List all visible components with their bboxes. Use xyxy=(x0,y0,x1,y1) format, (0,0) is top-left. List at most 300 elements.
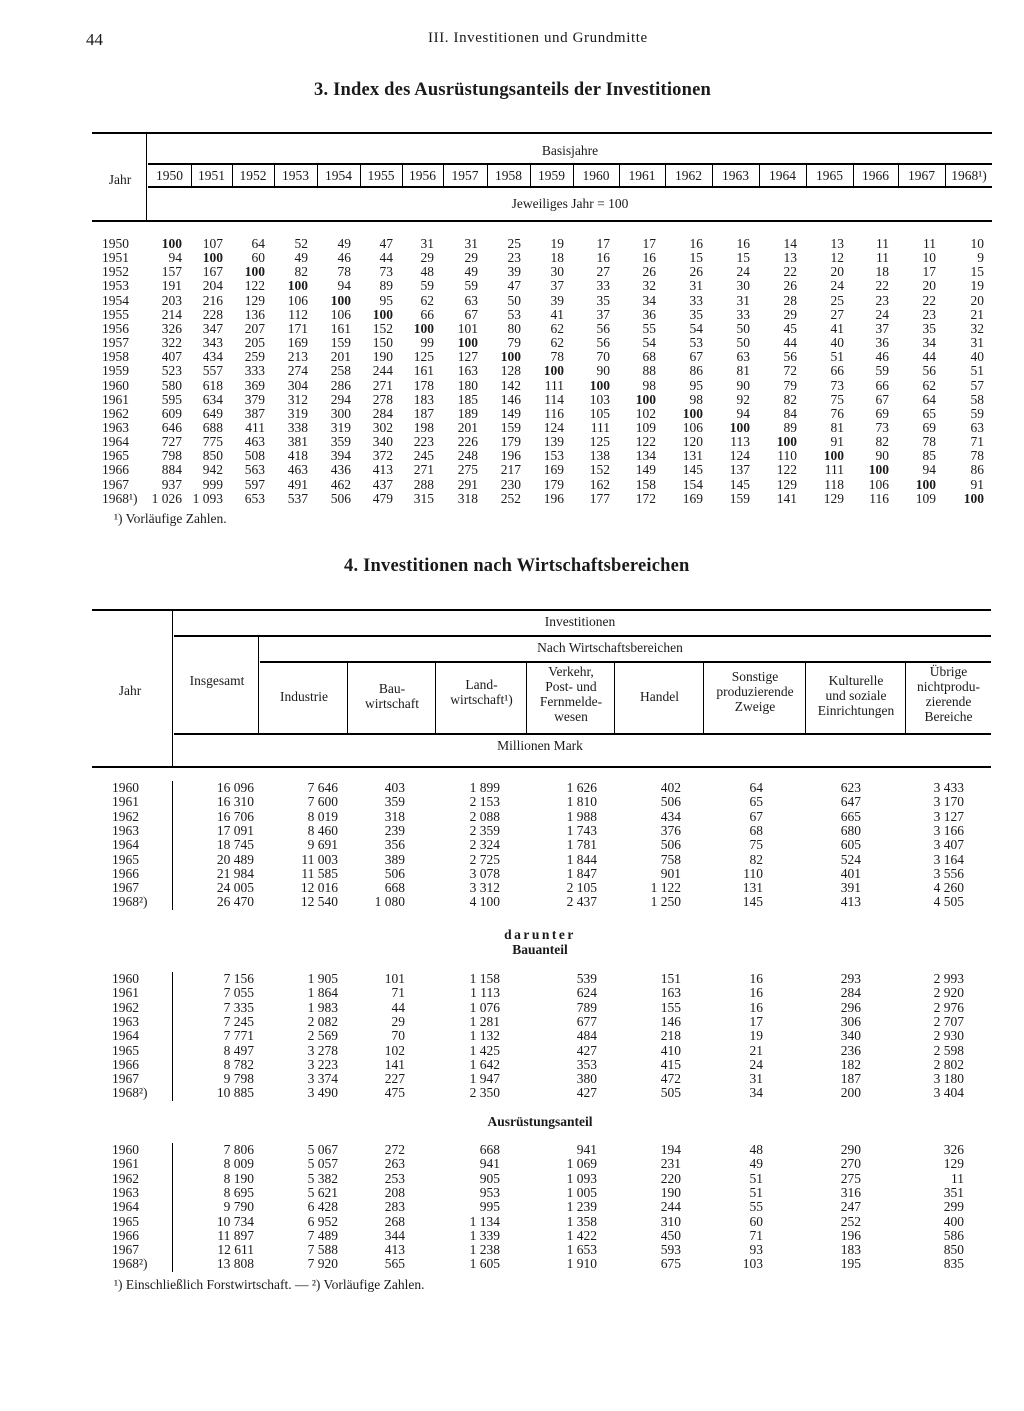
table2-cell: 21 984 xyxy=(216,865,254,881)
table2-cell: 484 xyxy=(576,1028,597,1044)
table2-cell: 1 983 xyxy=(307,999,338,1015)
table1-cell: 66 xyxy=(830,363,844,379)
table1-cell: 92 xyxy=(736,391,750,407)
table2-col-header: Insgesamt xyxy=(189,673,245,688)
table2-block-stub xyxy=(172,1143,173,1272)
table2-cell: 103 xyxy=(742,1256,763,1272)
table1-cell: 100 xyxy=(244,264,265,280)
table1-cell: 39 xyxy=(550,292,564,308)
table1-cell: 90 xyxy=(875,448,889,464)
table1-cell: 141 xyxy=(776,490,797,506)
table1-cell: 56 xyxy=(596,335,610,351)
table1-sub-label: Jeweiliges Jahr = 100 xyxy=(511,196,629,211)
table1-cell: 17 xyxy=(596,236,610,251)
table2-cell: 75 xyxy=(749,837,763,853)
table1-cell: 179 xyxy=(543,476,564,492)
table2-cell: 1 905 xyxy=(307,971,338,986)
table2-cell: 196 xyxy=(840,1227,861,1243)
table1-cell: 18 xyxy=(550,250,564,266)
table2-cell: 20 489 xyxy=(216,851,254,867)
table2-cell: 7 600 xyxy=(307,794,338,810)
table2-cell: 11 xyxy=(951,1170,964,1186)
table2-title: 4. Investitionen nach Wirtschaftsbereichen xyxy=(344,556,690,576)
table1-cell: 379 xyxy=(244,391,265,407)
table2-cell: 31 xyxy=(749,1071,763,1087)
table2-cell: 220 xyxy=(660,1170,681,1186)
table1-cell: 315 xyxy=(413,490,434,506)
table1-cell: 127 xyxy=(457,349,478,365)
table1-cell: 775 xyxy=(202,434,223,450)
table2-cell: 7 335 xyxy=(223,999,254,1015)
table1-cell: 100 xyxy=(729,419,750,435)
table1-cell: 259 xyxy=(244,349,265,365)
table1-cell: 226 xyxy=(457,434,478,450)
table1-cell: 29 xyxy=(464,250,478,266)
table1-cell: 45 xyxy=(783,320,797,336)
table2-cell: 995 xyxy=(479,1199,500,1215)
table1-cell: 557 xyxy=(202,363,223,379)
page-number: 44 xyxy=(86,30,103,49)
table1-cell: 24 xyxy=(830,278,844,294)
table2-row-year: 1967 xyxy=(112,1071,139,1087)
table1-row-year: 1952 xyxy=(102,264,129,280)
table2-cell: 403 xyxy=(384,780,405,795)
table1-cell: 35 xyxy=(596,292,610,308)
table1-cell: 53 xyxy=(689,335,703,351)
table1-cell: 214 xyxy=(161,306,182,322)
table2-row-year: 1961 xyxy=(112,794,139,810)
table1-cell: 51 xyxy=(830,349,844,365)
table2-cell: 284 xyxy=(840,985,861,1001)
table2-cell: 1 847 xyxy=(566,865,597,881)
table2-cell: 7 156 xyxy=(223,971,254,986)
table1-cell: 113 xyxy=(730,434,750,450)
table2-cell: 2 725 xyxy=(469,851,500,867)
table1-cell: 29 xyxy=(420,250,434,266)
table1-cell: 109 xyxy=(915,490,936,506)
table1-cell: 23 xyxy=(922,306,936,322)
table1-cell: 111 xyxy=(824,462,844,478)
table2-row-year: 1965 xyxy=(112,851,139,867)
table1-cell: 207 xyxy=(244,320,265,336)
table2-cell: 427 xyxy=(576,1085,597,1101)
table2-cell: 677 xyxy=(576,1013,597,1029)
table1-cell: 437 xyxy=(372,476,393,492)
table1-cell: 333 xyxy=(244,363,265,379)
table1-cell: 145 xyxy=(729,476,750,492)
table1-cell: 82 xyxy=(783,391,797,407)
table1-cell: 159 xyxy=(330,335,351,351)
table2-cell: 2 105 xyxy=(566,880,597,896)
table1-cell: 55 xyxy=(642,320,656,336)
table1-cell: 100 xyxy=(635,391,656,407)
table1-cell: 26 xyxy=(689,264,703,280)
table2-invest-label: Investitionen xyxy=(544,614,616,629)
table1-cell: 387 xyxy=(244,405,265,421)
table1-cell: 71 xyxy=(970,434,984,450)
table1-cell: 274 xyxy=(287,363,308,379)
table2-cell: 10 734 xyxy=(216,1213,254,1229)
table2-cell: 5 057 xyxy=(307,1156,338,1172)
table1-cell: 98 xyxy=(689,391,703,407)
table1-cell: 124 xyxy=(729,448,750,464)
table1-cell: 64 xyxy=(251,236,265,251)
table1-cell: 27 xyxy=(596,264,610,280)
table1-cell: 139 xyxy=(543,434,564,450)
table1-cell: 31 xyxy=(970,335,984,351)
table1-cell: 15 xyxy=(689,250,703,266)
table2-cell: 16 xyxy=(749,971,763,986)
table1-base-year: 1950 xyxy=(156,168,183,183)
table2-cell: 68 xyxy=(749,822,763,838)
table2-cell: 3 170 xyxy=(933,794,964,810)
table2-cell: 1 864 xyxy=(307,985,338,1001)
table2-cell: 110 xyxy=(743,865,763,881)
table1-cell: 20 xyxy=(970,292,984,308)
table1-cell: 187 xyxy=(413,405,434,421)
table1-cell: 94 xyxy=(168,250,182,266)
table2-col-header: Industrie xyxy=(280,689,328,704)
table2-cell: 195 xyxy=(840,1256,861,1272)
table1-cell: 106 xyxy=(868,476,889,492)
table1-cell: 340 xyxy=(372,434,393,450)
table2-cell: 1 239 xyxy=(566,1199,597,1215)
table1-cell: 129 xyxy=(776,476,797,492)
table1-cell: 291 xyxy=(457,476,478,492)
table2-cell: 8 190 xyxy=(223,1170,254,1186)
table1-cell: 51 xyxy=(970,363,984,379)
table2-col-header: Kulturelle und soziale Einrichtungen xyxy=(817,673,895,718)
table2-row-year: 1968²) xyxy=(112,894,148,910)
table1-base-year: 1951 xyxy=(198,168,225,183)
table2-rule-invest xyxy=(174,635,991,637)
table2-cell: 1 113 xyxy=(470,985,500,1001)
table2-row-year: 1965 xyxy=(112,1213,139,1229)
table1-cell: 100 xyxy=(457,335,478,351)
table1-base-year: 1952 xyxy=(239,168,267,183)
table1-cell: 84 xyxy=(783,405,797,421)
table1-cell: 109 xyxy=(635,419,656,435)
table2-cell: 401 xyxy=(840,865,861,881)
table2-cell: 2 350 xyxy=(469,1085,500,1101)
table1-cell: 169 xyxy=(543,462,564,478)
table1-cell: 252 xyxy=(500,490,521,506)
table2-cell: 1 069 xyxy=(566,1156,597,1172)
table1-cell: 48 xyxy=(420,264,434,280)
table2-cell: 155 xyxy=(660,999,681,1015)
table1-cell: 12 xyxy=(830,250,844,266)
table2-cell: 2 088 xyxy=(469,808,500,824)
table1-cell: 100 xyxy=(589,377,610,393)
table1-cell: 134 xyxy=(635,448,656,464)
table2-cell: 7 245 xyxy=(223,1013,254,1029)
table2-row-year: 1966 xyxy=(112,865,139,881)
table2-cell: 434 xyxy=(660,808,681,824)
table2-cell: 5 382 xyxy=(307,1170,338,1186)
table1-cell: 161 xyxy=(413,363,434,379)
table2-cell: 16 310 xyxy=(216,794,254,810)
table1-cell: 78 xyxy=(337,264,351,280)
table2-cell: 131 xyxy=(742,880,763,896)
table2-row-year: 1967 xyxy=(112,1242,139,1258)
table2-cell: 413 xyxy=(840,894,861,910)
table2-cell: 1 281 xyxy=(469,1013,500,1029)
table1-cell: 158 xyxy=(635,476,656,492)
table2-cell: 1 422 xyxy=(566,1227,597,1243)
table1-cell: 95 xyxy=(689,377,703,393)
table2-cell: 10 885 xyxy=(216,1085,254,1101)
table1-cell: 884 xyxy=(161,462,182,478)
table2-cell: 70 xyxy=(391,1028,405,1044)
table2-block-stub xyxy=(172,972,173,1101)
table2-cell: 1 358 xyxy=(566,1213,597,1229)
table2-cell: 2 324 xyxy=(469,837,500,853)
table2-cell: 296 xyxy=(840,999,861,1015)
table1-cell: 10 xyxy=(970,236,984,251)
table2-cell: 665 xyxy=(840,808,861,824)
table1-cell: 326 xyxy=(161,320,182,336)
table1-cell: 114 xyxy=(544,391,564,407)
table2-row-year: 1967 xyxy=(112,880,139,896)
table1-cell: 381 xyxy=(287,434,308,450)
table1-cell: 217 xyxy=(500,462,521,478)
table1-cell: 649 xyxy=(202,405,223,421)
table2-cell: 146 xyxy=(660,1013,681,1029)
table2-cell: 11 897 xyxy=(217,1227,254,1243)
table2-cell: 310 xyxy=(660,1213,681,1229)
table2-cell: 3 433 xyxy=(933,780,964,795)
table2-cell: 283 xyxy=(384,1199,405,1215)
table2-cell: 505 xyxy=(660,1085,681,1101)
table1-cell: 56 xyxy=(783,349,797,365)
table1-base-year: 1957 xyxy=(451,168,479,183)
table2-cell: 4 100 xyxy=(469,894,500,910)
table2-cell: 4 505 xyxy=(933,894,964,910)
table1-cell: 70 xyxy=(596,349,610,365)
table1-cell: 10 xyxy=(922,250,936,266)
table2-row-year: 1961 xyxy=(112,1156,139,1172)
table2-cell: 2 993 xyxy=(933,971,964,986)
table2-cell: 389 xyxy=(384,851,405,867)
table1-cell: 159 xyxy=(500,419,521,435)
table2-cell: 244 xyxy=(660,1199,681,1215)
table2-cell: 835 xyxy=(943,1256,964,1272)
table2-cell: 1 122 xyxy=(650,880,681,896)
table1-cell: 23 xyxy=(875,292,889,308)
table2-cell: 8 460 xyxy=(307,822,338,838)
table1-base-year: 1962 xyxy=(675,168,702,183)
table1-row-year: 1958 xyxy=(102,349,129,365)
table2-cell: 413 xyxy=(384,1242,405,1258)
table1-cell: 72 xyxy=(783,363,797,379)
table1-cell: 29 xyxy=(783,306,797,322)
table2-cell: 11 003 xyxy=(301,851,338,867)
table2-cell: 668 xyxy=(384,880,405,896)
table1-cell: 205 xyxy=(244,335,265,351)
table1-cell: 244 xyxy=(372,363,393,379)
table2-cell: 183 xyxy=(840,1242,861,1258)
table2-cell: 16 706 xyxy=(216,808,254,824)
table2-cell: 252 xyxy=(840,1213,861,1229)
table1-cell: 14 xyxy=(783,236,797,251)
table2-cell: 151 xyxy=(660,971,681,986)
table1-cell: 49 xyxy=(294,250,308,266)
table1-cell: 19 xyxy=(550,236,564,251)
table1-cell: 100 xyxy=(868,462,889,478)
table2-cell: 901 xyxy=(660,865,681,881)
table1-cell: 159 xyxy=(729,490,750,506)
table1-cell: 94 xyxy=(736,405,750,421)
table2-rule-cols xyxy=(174,733,991,735)
table1-cell: 23 xyxy=(507,250,521,266)
table2-cell: 1 238 xyxy=(469,1242,500,1258)
table1-cell: 49 xyxy=(337,236,351,251)
table1-cell: 100 xyxy=(161,236,182,251)
table1-cell: 271 xyxy=(413,462,434,478)
table2-cell: 475 xyxy=(384,1085,405,1101)
table1-cell: 37 xyxy=(596,306,610,322)
table2-row-year: 1968²) xyxy=(112,1085,148,1101)
table1-cell: 62 xyxy=(922,377,936,393)
table1-cell: 100 xyxy=(500,349,521,365)
table2-cell: 12 611 xyxy=(217,1242,254,1258)
table1-cell: 319 xyxy=(287,405,308,421)
table1-cell: 59 xyxy=(420,278,434,294)
table1-cell: 462 xyxy=(330,476,351,492)
table1-cell: 100 xyxy=(963,490,984,506)
table1-cell: 537 xyxy=(287,490,308,506)
table1-cell: 201 xyxy=(330,349,351,365)
table1-cell: 91 xyxy=(970,476,984,492)
table1-cell: 49 xyxy=(464,264,478,280)
table2-cell: 1 076 xyxy=(469,999,500,1015)
table2-cell: 3 180 xyxy=(933,1071,964,1087)
table2-cell: 2 082 xyxy=(307,1013,338,1029)
table2-col-header: Verkehr, Post- und Fernmelde- wesen xyxy=(539,664,603,724)
table1-cell: 20 xyxy=(830,264,844,280)
table1-cell: 62 xyxy=(420,292,434,308)
table1-base-year: 1963 xyxy=(722,168,749,183)
table1-row-year: 1963 xyxy=(102,419,129,435)
table1-cell: 94 xyxy=(337,278,351,294)
table2-cell: 16 xyxy=(749,985,763,1001)
table1-cell: 88 xyxy=(642,363,656,379)
table1-row-year: 1967 xyxy=(102,476,129,492)
table1-cell: 106 xyxy=(330,306,351,322)
table1-cell: 85 xyxy=(922,448,936,464)
table1-cell: 177 xyxy=(589,490,610,506)
table1-cell: 223 xyxy=(413,434,434,450)
table2-cell: 3 312 xyxy=(469,880,500,896)
table1-cell: 191 xyxy=(161,278,182,294)
table1-cell: 73 xyxy=(875,419,889,435)
table2-cell: 16 096 xyxy=(216,780,254,795)
table2-cell: 1 810 xyxy=(566,794,597,810)
table1-cell: 57 xyxy=(970,377,984,393)
table2-cell: 6 952 xyxy=(307,1213,338,1229)
table1-cell: 201 xyxy=(457,419,478,435)
table1-cell: 394 xyxy=(330,448,351,464)
table1-row-year: 1960 xyxy=(102,377,129,393)
table1-cell: 89 xyxy=(783,419,797,435)
table1-cell: 11 xyxy=(923,236,936,251)
table1-cell: 359 xyxy=(330,434,351,450)
table1-cell: 189 xyxy=(457,405,478,421)
table1-cell: 258 xyxy=(330,363,351,379)
table1-cell: 122 xyxy=(776,462,797,478)
table2-cell: 34 xyxy=(749,1085,763,1101)
table2-cell: 231 xyxy=(660,1156,681,1172)
table1-base-year: 1967 xyxy=(908,168,935,183)
table1-cell: 41 xyxy=(830,320,844,336)
table1-cell: 47 xyxy=(507,278,521,294)
table1-row-year: 1956 xyxy=(102,320,129,336)
table1-cell: 100 xyxy=(330,292,351,308)
table1-base-year: 1955 xyxy=(367,168,395,183)
table2-cell: 427 xyxy=(576,1042,597,1058)
table1-cell: 347 xyxy=(202,320,223,336)
table1-cell: 106 xyxy=(287,292,308,308)
table2-cell: 263 xyxy=(384,1156,405,1172)
table2-nach-label: Nach Wirtschaftsbereichen xyxy=(537,640,683,655)
table1-cell: 190 xyxy=(372,349,393,365)
table1-title: 3. Index des Ausrüstungsanteils der Investitionen xyxy=(314,80,712,100)
table1-row-year: 1964 xyxy=(102,434,129,450)
table2-cell: 1 093 xyxy=(566,1170,597,1186)
table2-cell: 5 067 xyxy=(307,1142,338,1157)
table2-row-year: 1962 xyxy=(112,808,139,824)
table2-row-year: 1960 xyxy=(112,1142,139,1157)
table1-cell: 59 xyxy=(875,363,889,379)
table1-cell: 369 xyxy=(244,377,265,393)
table1-cell: 100 xyxy=(202,250,223,266)
table2-cell: 353 xyxy=(576,1056,597,1072)
table2-cell: 60 xyxy=(749,1213,763,1229)
table2-cell: 351 xyxy=(943,1184,964,1200)
table2-row-year: 1964 xyxy=(112,1028,139,1044)
table1-cell: 62 xyxy=(550,320,564,336)
table1-top-rule xyxy=(92,132,992,134)
table1-cell: 142 xyxy=(500,377,521,393)
table2-cell: 524 xyxy=(840,851,861,867)
table2-block-label2: Ausrüstungsanteil xyxy=(487,1114,593,1129)
table2-cell: 2 153 xyxy=(469,794,500,810)
table1-row-year: 1966 xyxy=(102,462,129,478)
table1-footnote: ¹) Vorläufige Zahlen. xyxy=(114,511,227,526)
table2-cell: 24 005 xyxy=(216,880,254,896)
table1-cell: 53 xyxy=(507,306,521,322)
table2-cell: 67 xyxy=(749,808,763,824)
table2-cell: 2 802 xyxy=(933,1056,964,1072)
table1-cell: 30 xyxy=(550,264,564,280)
table2-cell: 18 745 xyxy=(216,837,254,853)
table2-cell: 2 930 xyxy=(933,1028,964,1044)
table2-cell: 51 xyxy=(749,1170,763,1186)
table1-cell: 13 xyxy=(830,236,844,251)
table1-cell: 91 xyxy=(830,434,844,450)
table1-cell: 28 xyxy=(783,292,797,308)
table1-cell: 33 xyxy=(689,292,703,308)
table2-cell: 506 xyxy=(660,837,681,853)
table2-cell: 450 xyxy=(660,1227,681,1243)
table1-cell: 112 xyxy=(288,306,308,322)
table1-cell: 634 xyxy=(202,391,223,407)
table1-cell: 63 xyxy=(736,349,750,365)
table1-cell: 204 xyxy=(202,278,223,294)
table1-cell: 413 xyxy=(372,462,393,478)
table1-cell: 318 xyxy=(457,490,478,506)
table1-row-year: 1955 xyxy=(102,306,129,322)
